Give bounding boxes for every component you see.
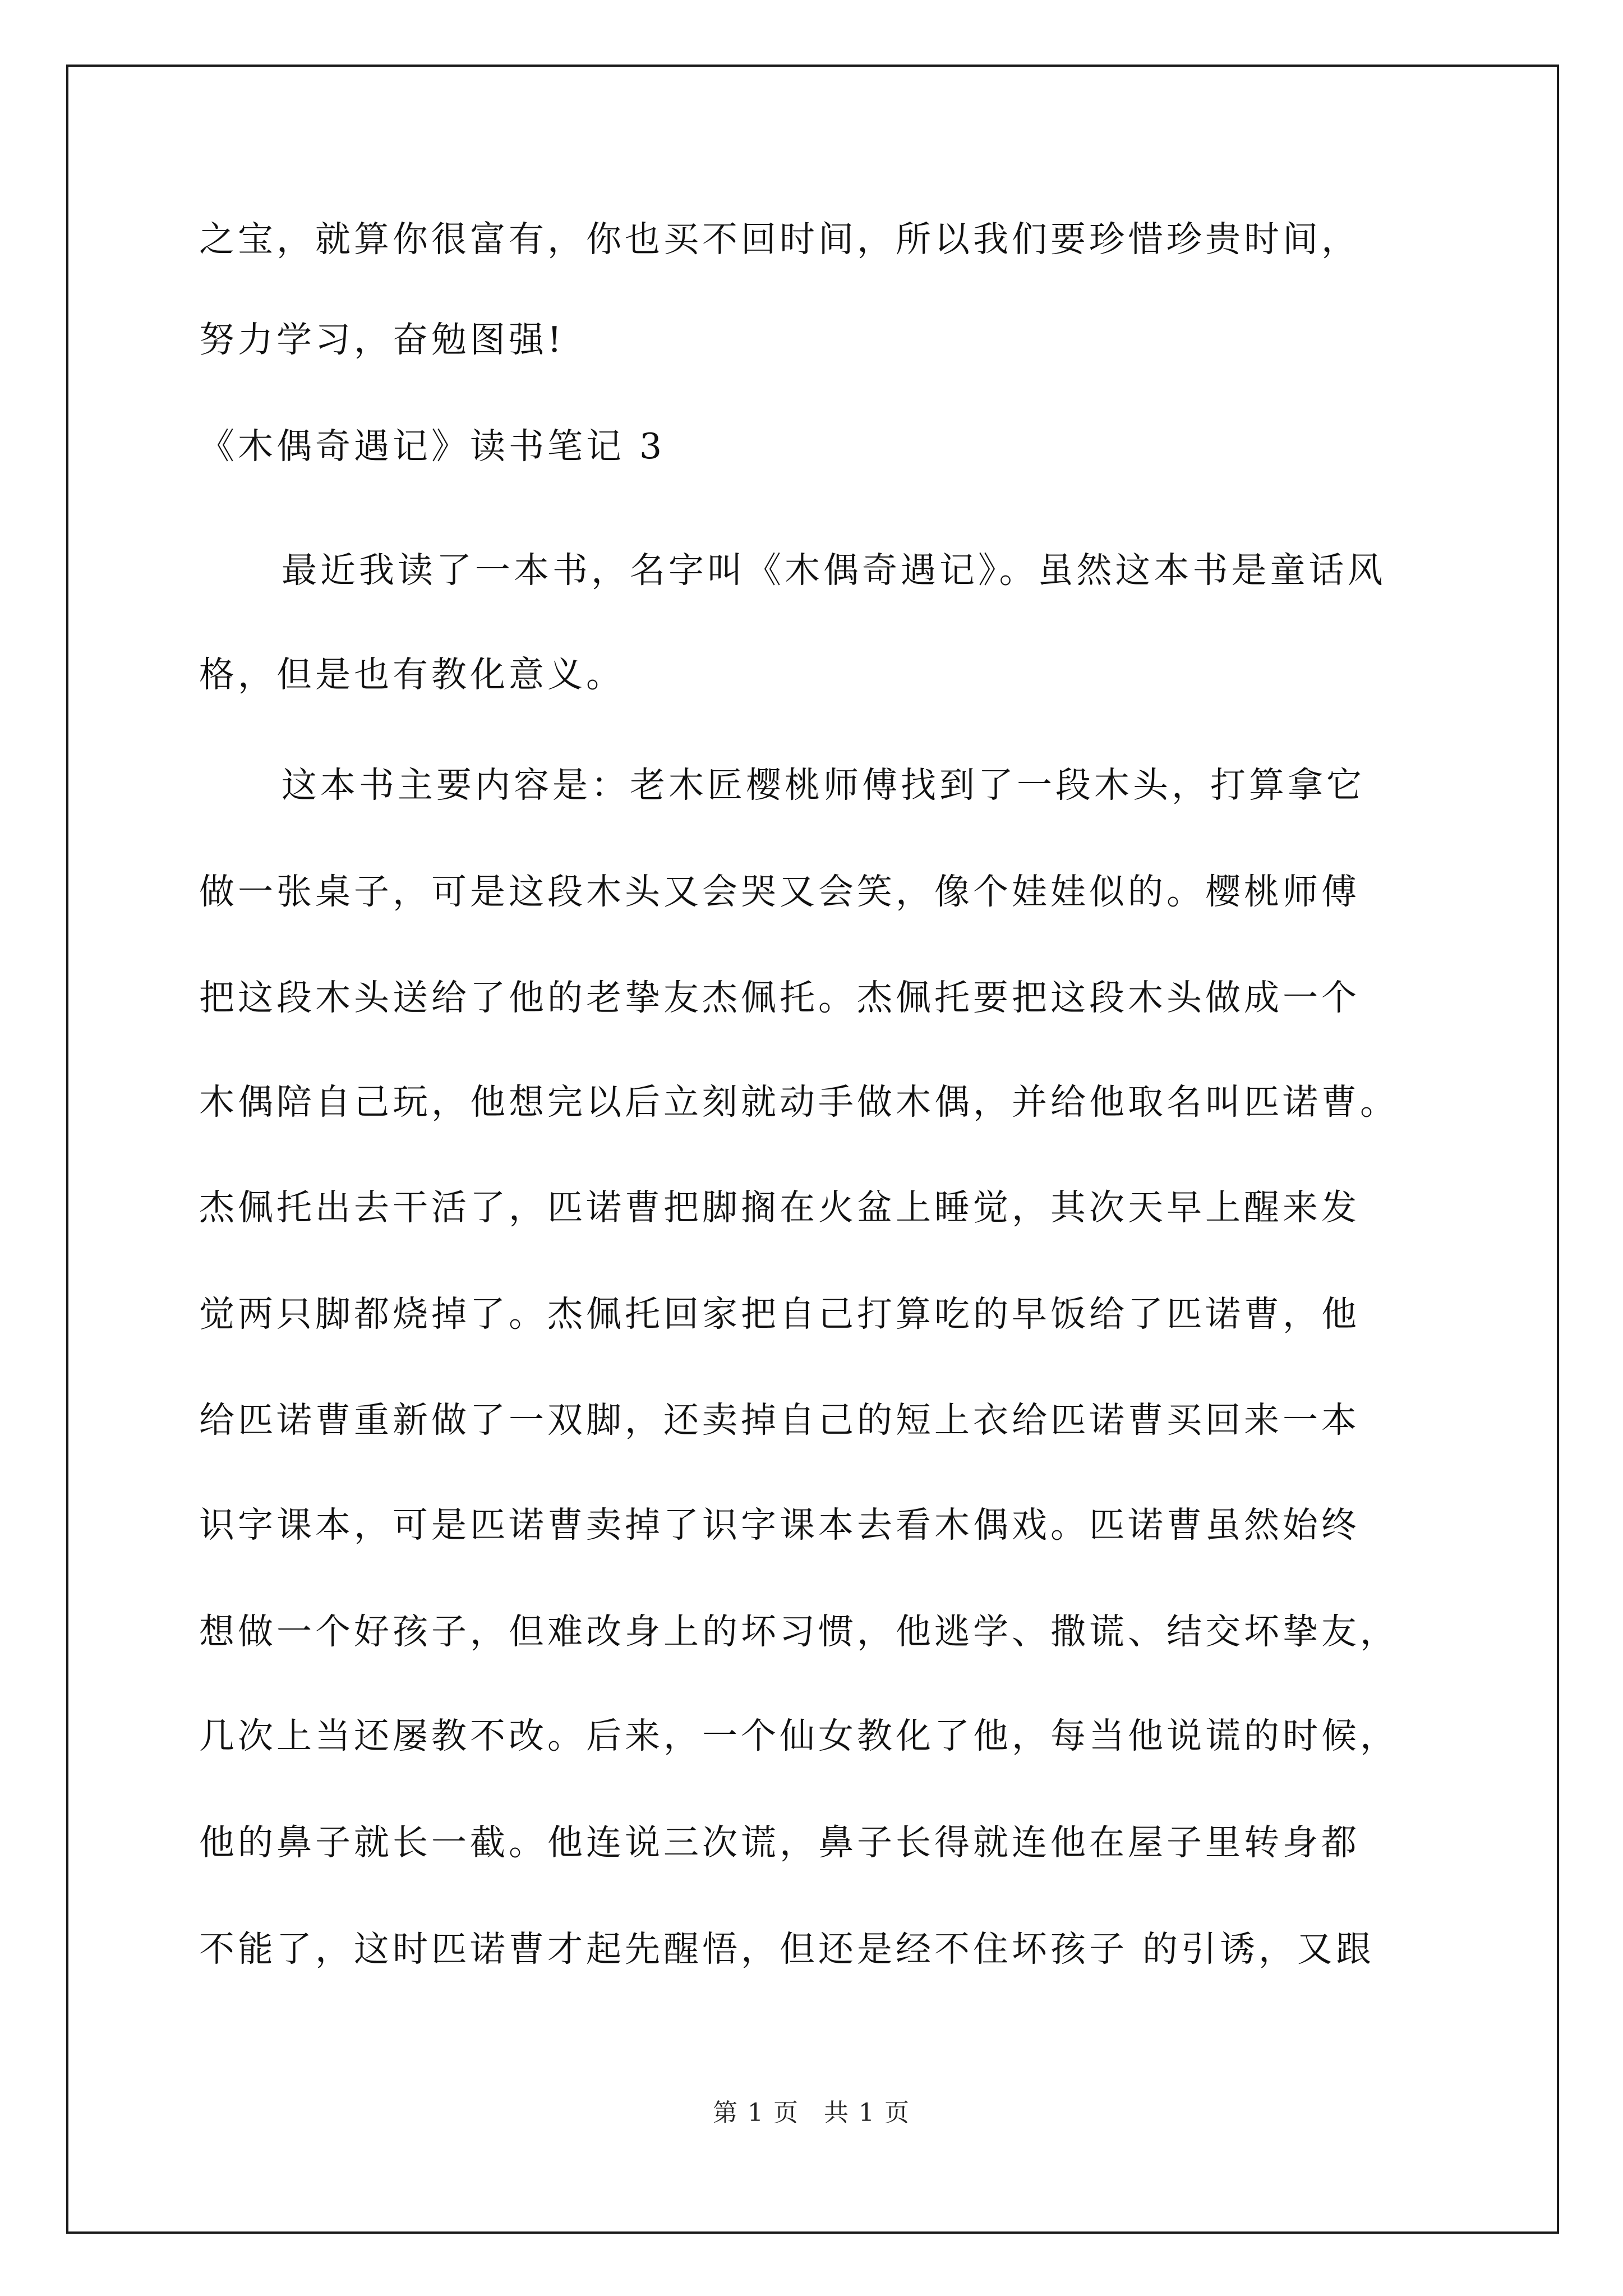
- page-footer: [0, 2096, 1623, 2130]
- text-line: 几次上当还屡教不改。后来，一个仙女教化了他，每当他说谎的时候，: [199, 1715, 1399, 1756]
- text-line: 把这段木头送给了他的老挚友杰佩托。杰佩托要把这段木头做成一个: [199, 977, 1360, 1018]
- text-line: 他的鼻子就长一截。他连说三次谎，鼻子长得就连他在屋子里转身都: [199, 1822, 1360, 1863]
- page-number: 第 1 页: [713, 2099, 799, 2127]
- text-line: 觉两只脚都烧掉了。杰佩托回家把自己打算吃的早饭给了匹诺曹，他: [199, 1294, 1360, 1335]
- section-heading: 《木偶奇遇记》读书笔记 3: [199, 426, 666, 467]
- text-line: 木偶陪自己玩，他想完以后立刻就动手做木偶，并给他取名叫匹诺曹。: [199, 1082, 1399, 1122]
- paragraph-first-line: 这本书主要内容是：老木匠樱桃师傅找到了一段木头，打算拿它: [282, 765, 1365, 806]
- text-line: 杰佩托出去干活了，匹诺曹把脚搁在火盆上睡觉，其次天早上醒来发: [199, 1187, 1360, 1228]
- text-line: 努力学习，奋勉图强!: [199, 319, 565, 360]
- text-line: 格，但是也有教化意义。: [199, 654, 625, 695]
- text-line: 识字课本，可是匹诺曹卖掉了识字课本去看木偶戏。匹诺曹虽然始终: [199, 1504, 1360, 1545]
- text-line: 之宝，就算你很富有，你也买不回时间，所以我们要珍惜珍贵时间，: [199, 219, 1360, 260]
- page-total: 共 1 页: [824, 2099, 910, 2127]
- text-line: 不能了，这时匹诺曹才起先醒悟，但还是经不住坏孩子 的引诱，又跟: [199, 1929, 1375, 1970]
- page-border: [66, 65, 1559, 2234]
- text-line: 做一张桌子，可是这段木头又会哭又会笑，像个娃娃似的。樱桃师傅: [199, 871, 1360, 912]
- text-line: 想做一个好孩子，但难改身上的坏习惯，他逃学、撒谎、结交坏挚友，: [199, 1611, 1399, 1652]
- paragraph-first-line: 最近我读了一本书，名字叫《木偶奇遇记》。虽然这本书是童话风: [282, 550, 1386, 591]
- text-line: 给匹诺曹重新做了一双脚，还卖掉自己的短上衣给匹诺曹买回来一本: [199, 1400, 1360, 1441]
